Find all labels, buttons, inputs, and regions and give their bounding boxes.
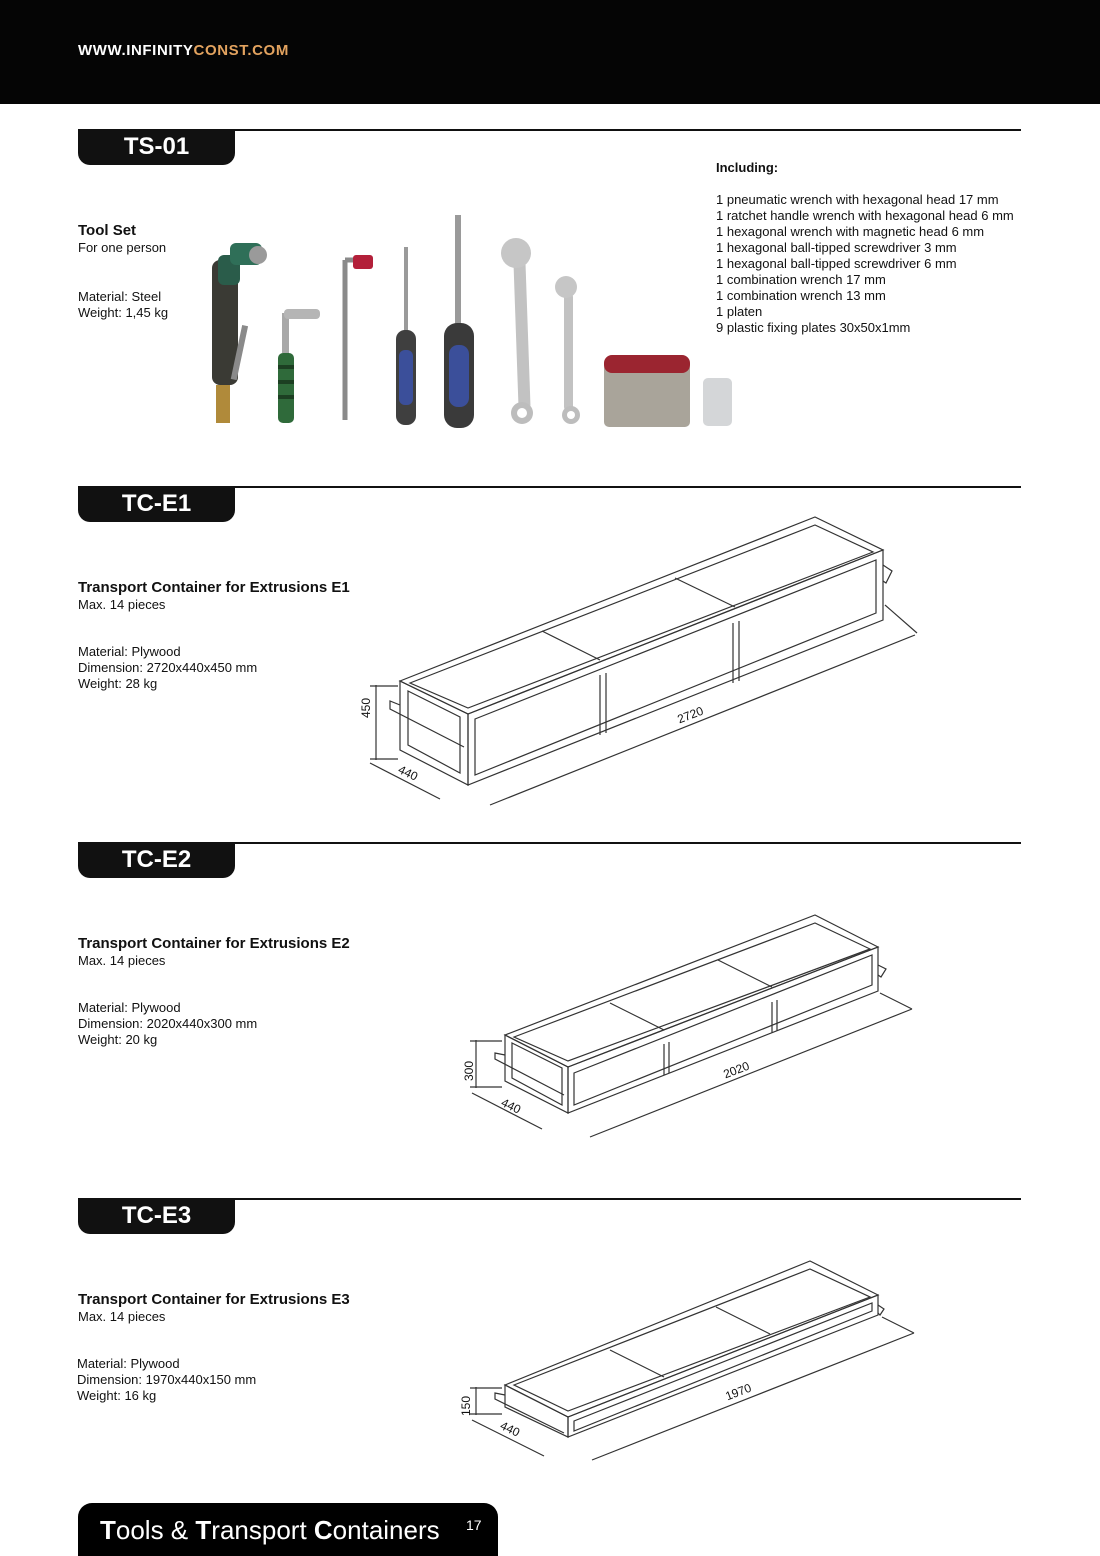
product-material: Material: Plywood [77,1356,180,1371]
product-dimension: Dimension: 2720x440x450 mm [78,660,258,675]
tool-set-image [200,205,740,435]
dim-height-label: 150 [459,1395,473,1416]
product-material: Material: Plywood [78,1000,181,1015]
dim-width-label: 440 [395,762,421,784]
product-title: Transport Container for Extrusions E2 [78,935,350,952]
screwdriver-small-icon [396,247,416,425]
header-bar [0,0,1100,104]
list-item: 1 ratchet handle wrench with hexagonal head 6 mm [716,208,1014,223]
product-subtitle: Max. 14 pieces [78,597,166,612]
product-weight: Weight: 16 kg [77,1388,157,1403]
product-dimension: Dimension: 1970x440x150 mm [77,1372,257,1387]
fixing-plate-icon [703,378,732,426]
page-number: 17 [466,1517,482,1533]
footer-bar [78,1503,498,1556]
site-accent: CONST.COM [193,42,289,59]
product-weight: Weight: 1,45 kg [78,305,169,320]
dim-width-label: 440 [498,1095,524,1117]
product-title: Transport Container for Extrusions E3 [78,1291,350,1308]
including-label: Including: [716,160,779,175]
list-item: 1 combination wrench 17 mm [716,272,886,287]
list-item: 1 combination wrench 13 mm [716,288,886,303]
ratchet-wrench-icon [278,309,320,423]
footer-word: ontainers [332,1515,440,1545]
website-url[interactable] [78,42,289,59]
list-item: 1 pneumatic wrench with hexagonal head 17 mm [716,192,999,207]
pneumatic-wrench-icon [212,243,267,423]
hex-key-icon [345,255,373,420]
list-item: 9 plastic fixing plates 30x50x1mm [716,320,911,335]
dim-height-label: 450 [359,697,373,718]
list-item: 1 hexagonal ball-tipped screwdriver 6 mm [716,256,957,271]
product-weight: Weight: 20 kg [78,1032,158,1047]
footer-initial: C [313,1515,333,1545]
footer-initial: T [195,1515,212,1545]
container-e2-drawing [450,905,930,1145]
footer-title [100,1515,440,1546]
footer-word: ransport [211,1515,314,1545]
list-item: 1 hexagonal wrench with magnetic head 6 mm [716,224,985,239]
screwdriver-large-icon [444,215,474,428]
product-code-tab: TC-E1 [78,486,235,522]
list-item: 1 hexagonal ball-tipped screwdriver 3 mm [716,240,957,255]
product-title: Transport Container for Extrusions E1 [78,579,350,596]
dim-length-label: 1970 [723,1380,754,1404]
product-code-tab: TC-E3 [78,1198,235,1234]
product-subtitle: For one person [78,240,167,255]
combination-wrench-17-icon [501,238,533,424]
combination-wrench-13-icon [555,276,580,424]
footer-initial: T [100,1515,116,1545]
product-subtitle: Max. 14 pieces [78,1309,166,1324]
product-title: Tool Set [78,222,137,239]
footer-word: ools & [115,1515,196,1545]
list-item: 1 platen [716,304,763,319]
product-weight: Weight: 28 kg [78,676,158,691]
product-subtitle: Max. 14 pieces [78,953,166,968]
product-code-tab: TS-01 [78,129,235,165]
dim-height-label: 300 [462,1060,476,1081]
site-prefix: WWW.INFINITY [78,42,194,59]
dim-length-label: 2720 [675,703,706,727]
container-e1-drawing [340,505,940,815]
including-list [716,192,1014,336]
platen-icon [604,355,690,427]
dim-length-label: 2020 [721,1058,752,1082]
product-material: Material: Plywood [78,644,181,659]
dim-width-label: 440 [497,1418,523,1440]
container-e3-drawing [450,1255,930,1470]
product-code-tab: TC-E2 [78,842,235,878]
product-material: Material: Steel [78,289,162,304]
product-dimension: Dimension: 2020x440x300 mm [78,1016,258,1031]
